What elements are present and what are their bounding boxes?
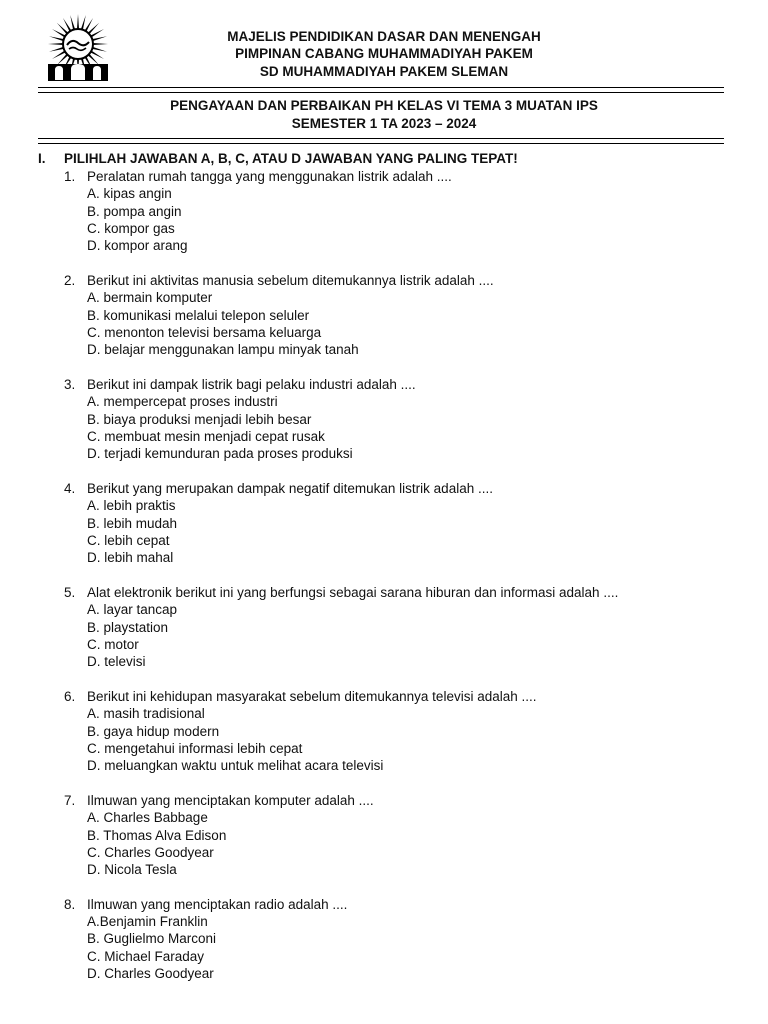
answer-option: B. playstation	[87, 619, 169, 635]
answer-option: C. Michael Faraday	[87, 948, 205, 964]
answer-option: A. lebih praktis	[87, 498, 176, 514]
answer-option: A. layar tancap	[87, 602, 178, 618]
answer-option: D. lebih mahal	[87, 550, 174, 566]
question-number: 3.	[64, 376, 76, 392]
answer-option: C. mengetahui informasi lebih cepat	[87, 740, 303, 756]
question-line	[64, 896, 744, 913]
answer-option: C. lebih cepat	[87, 532, 170, 548]
org-name-line2: PIMPINAN CABANG MUHAMMADIYAH PAKEM	[235, 46, 533, 61]
double-separator-top	[38, 87, 724, 93]
answer-option: B. Thomas Alva Edison	[87, 827, 227, 843]
school-name: SD MUHAMMADIYAH PAKEM SLEMAN	[259, 64, 509, 79]
question-line	[64, 168, 744, 185]
question-item	[64, 272, 744, 358]
question-number: 7.	[64, 792, 76, 808]
answer-option: B. gaya hidup modern	[87, 723, 220, 739]
question-number: 8.	[64, 896, 76, 912]
answer-option: C. motor	[87, 636, 139, 652]
answer-option: C. kompor gas	[87, 220, 175, 236]
question-item	[64, 688, 744, 774]
question-line	[64, 376, 744, 393]
answer-option: A. masih tradisional	[87, 706, 205, 722]
document-subtitle: SEMESTER 1 TA 2023 – 2024	[291, 116, 477, 131]
answer-option: A. Charles Babbage	[87, 810, 208, 826]
question-item	[64, 896, 744, 982]
answer-option: D. Nicola Tesla	[87, 862, 177, 878]
answer-option: D. televisi	[87, 654, 146, 670]
question-number: 4.	[64, 480, 76, 496]
question-text: Berikut yang merupakan dampak negatif ditemukan listrik adalah ....	[87, 480, 493, 496]
question-line	[64, 480, 744, 497]
question-text: Berikut ini kehidupan masyarakat sebelum ditemukannya televisi adalah ....	[87, 688, 537, 704]
answer-option: C. membuat mesin menjadi cepat rusak	[87, 428, 325, 444]
section-heading	[38, 151, 518, 166]
answer-option: D. terjadi kemunduran pada proses produksi	[87, 446, 353, 462]
answer-option: A. mempercepat proses industri	[87, 394, 278, 410]
question-list	[64, 168, 744, 1000]
answer-option: B. komunikasi melalui telepon seluler	[87, 307, 310, 323]
question-item	[64, 480, 744, 566]
question-line	[64, 792, 744, 809]
question-text: Ilmuwan yang menciptakan radio adalah ....	[87, 896, 348, 912]
question-text: Berikut ini dampak listrik bagi pelaku industri adalah ....	[87, 376, 416, 392]
section-instruction: PILIHLAH JAWABAN A, B, C, ATAU D JAWABAN YANG PALING TEPAT!	[64, 151, 518, 166]
answer-option: D. Charles Goodyear	[87, 966, 214, 982]
question-number: 1.	[64, 169, 76, 184]
answer-option: C. menonton televisi bersama keluarga	[87, 324, 322, 340]
answer-option: A. kipas angin	[87, 186, 172, 202]
question-number: 5.	[64, 584, 76, 600]
answer-option: D. kompor arang	[87, 238, 188, 254]
question-line	[64, 272, 744, 289]
answer-option: B. Guglielmo Marconi	[87, 931, 217, 947]
question-number: 2.	[64, 272, 76, 288]
question-number: 6.	[64, 688, 76, 704]
answer-option: B. lebih mudah	[87, 515, 178, 531]
question-item	[64, 376, 744, 462]
answer-option: A. bermain komputer	[87, 290, 213, 306]
question-text: Alat elektronik berikut ini yang berfungsi sebagai sarana hiburan dan informasi adalah ....	[87, 584, 619, 600]
question-line	[64, 584, 744, 601]
answer-option: D. meluangkan waktu untuk melihat acara televisi	[87, 758, 384, 774]
answer-option: D. belajar menggunakan lampu minyak tanah	[87, 342, 359, 358]
question-text: Ilmuwan yang menciptakan komputer adalah ....	[87, 792, 374, 808]
answer-option: C. Charles Goodyear	[87, 844, 214, 860]
double-separator-bottom	[38, 138, 724, 144]
answer-option: A.Benjamin Franklin	[87, 914, 208, 930]
document-title: PENGAYAAN DAN PERBAIKAN PH KELAS VI TEMA 3 MUATAN IPS	[170, 98, 598, 113]
question-item	[64, 584, 744, 670]
org-name-line1: MAJELIS PENDIDIKAN DASAR DAN MENENGAH	[227, 29, 541, 44]
question-line	[64, 688, 744, 705]
section-number: I.	[38, 151, 46, 166]
question-text: Peralatan rumah tangga yang menggunakan listrik adalah ....	[87, 169, 452, 184]
question-item	[64, 792, 744, 878]
answer-option: B. biaya produksi menjadi lebih besar	[87, 411, 312, 427]
answer-option: B. pompa angin	[87, 203, 182, 219]
question-text: Berikut ini aktivitas manusia sebelum ditemukannya listrik adalah ....	[87, 272, 494, 288]
question-item	[64, 168, 744, 254]
